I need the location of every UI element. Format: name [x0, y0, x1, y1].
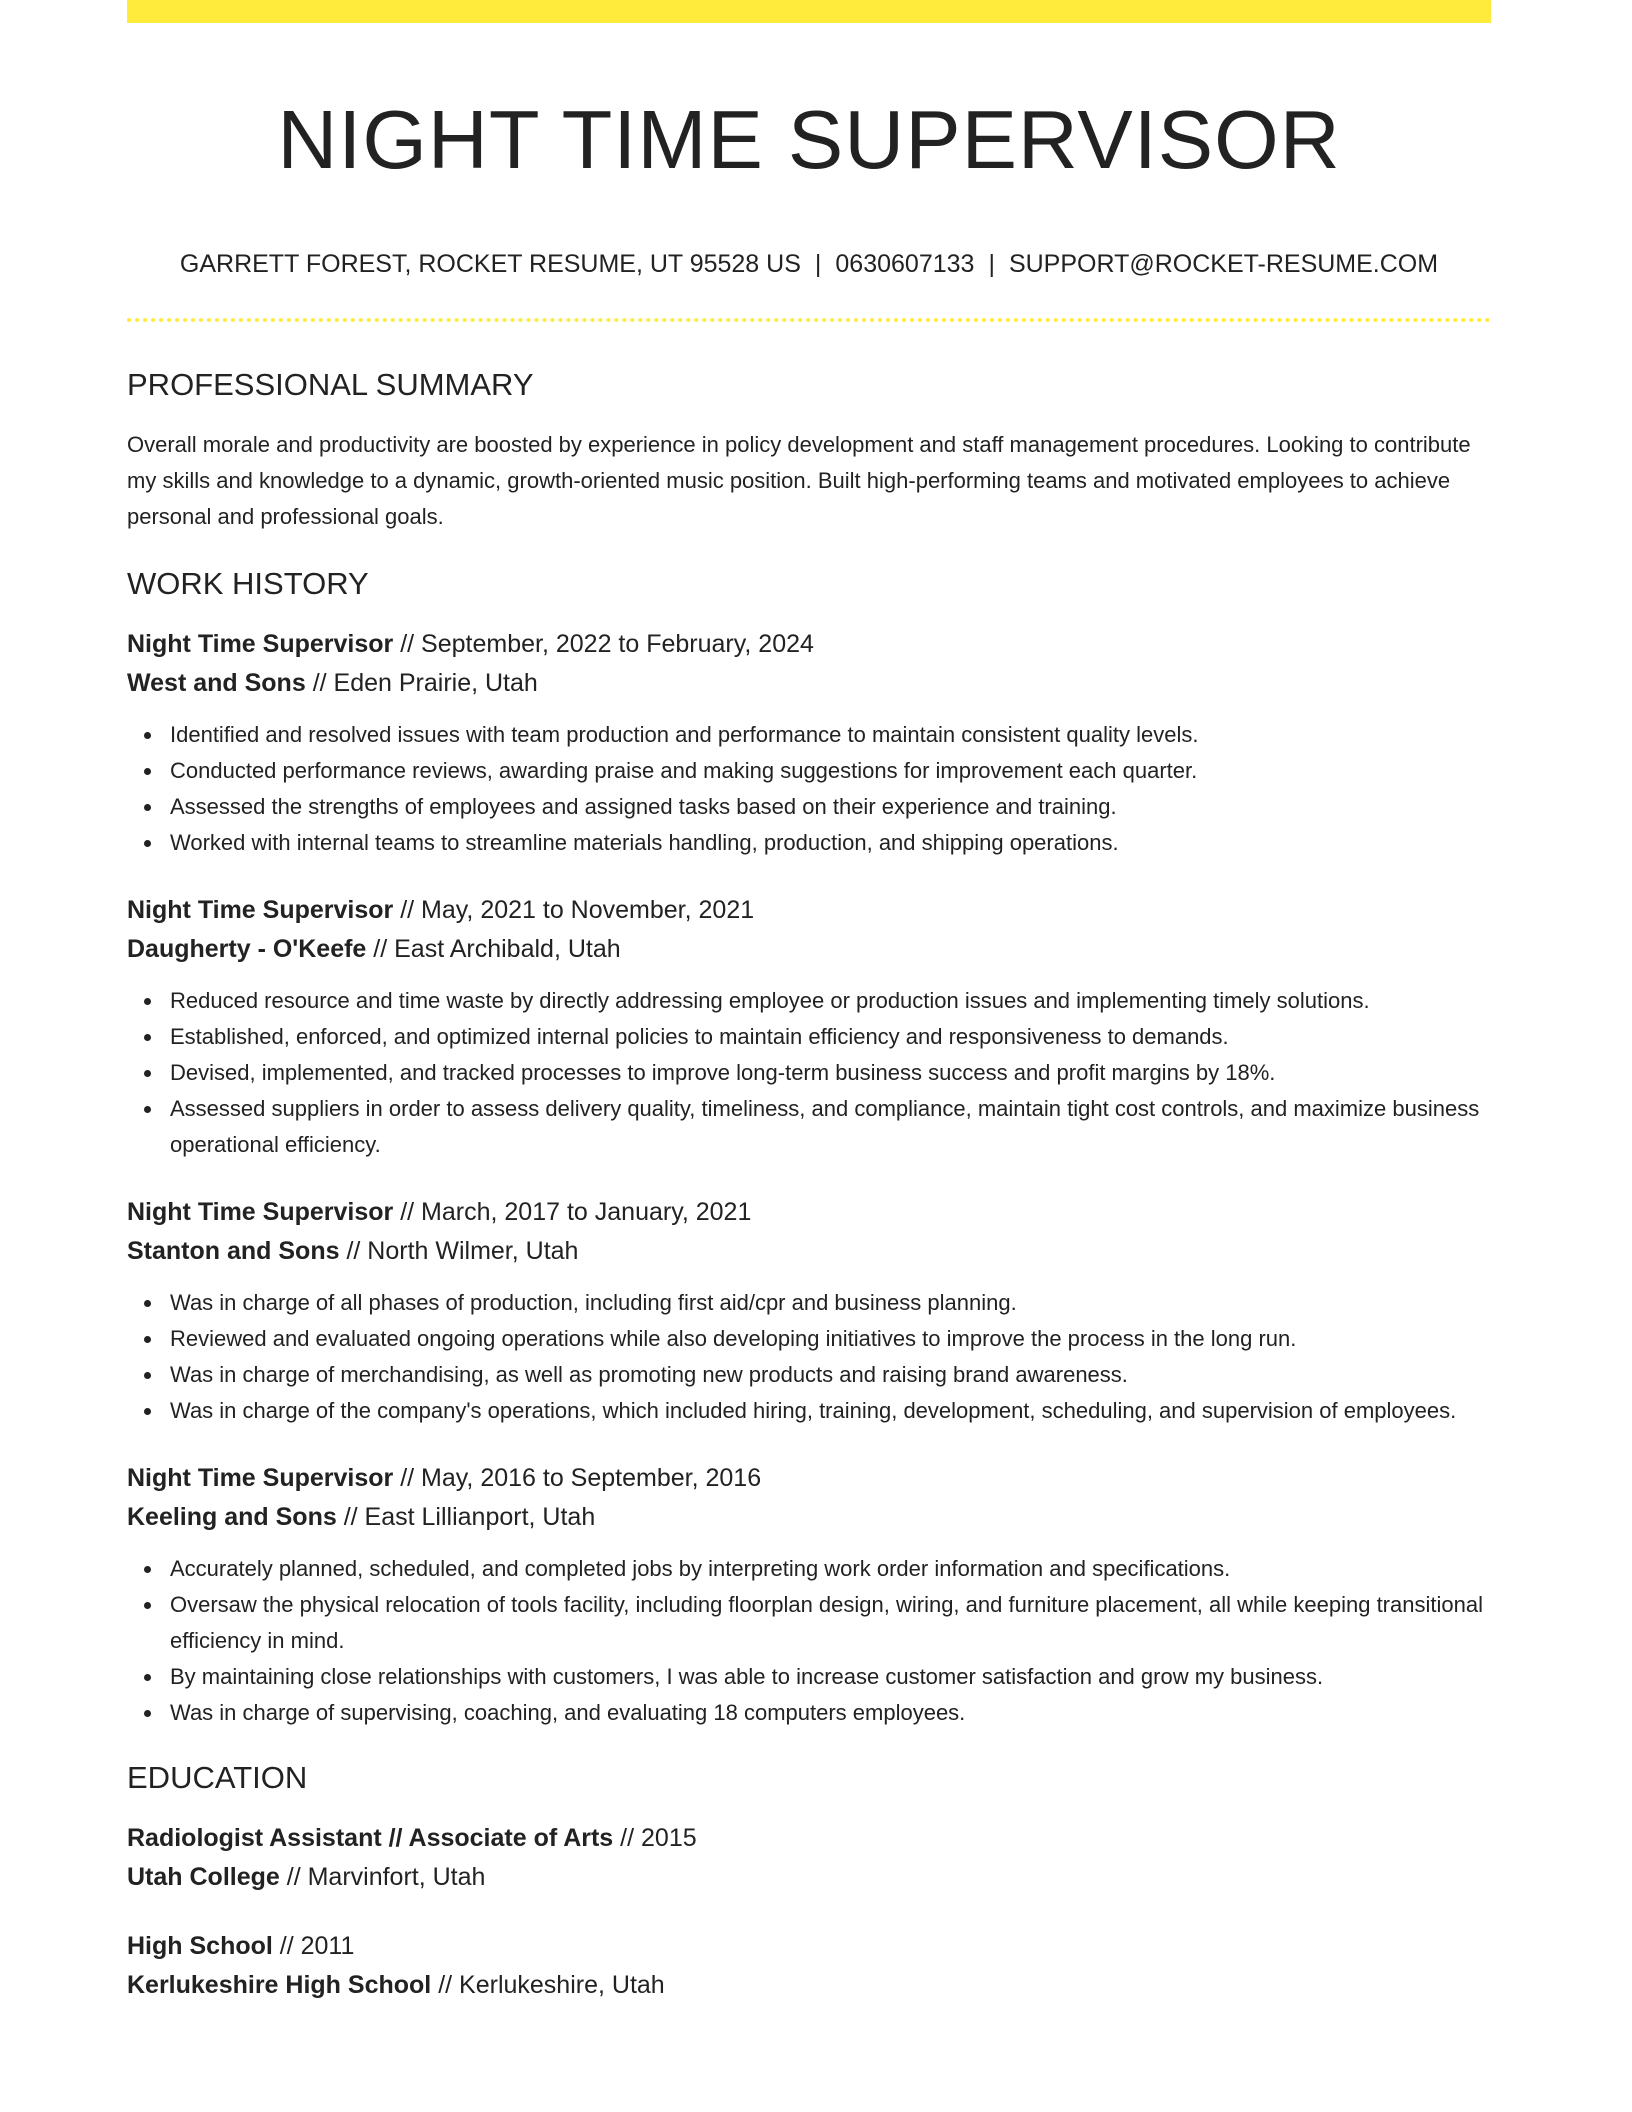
job-location: // Eden Prairie, Utah — [312, 669, 538, 697]
job-bullets — [127, 717, 1491, 861]
job-bullet-item: Was in charge of the company's operations, which included hiring, training, development, scheduling, and supervision of employees. — [170, 1393, 1491, 1429]
contact-phone: 0630607133 — [835, 250, 975, 278]
job-bullet-item: Devised, implemented, and tracked processes to improve long-term business success and profit margins by 18%. — [170, 1055, 1491, 1091]
education-year: // 2011 — [279, 1932, 355, 1960]
job-title: Night Time Supervisor — [127, 1464, 394, 1492]
job-company: Keeling and Sons — [127, 1503, 337, 1531]
job-bullet-item: Assessed suppliers in order to assess delivery quality, timeliness, and compliance, maintain tight cost controls, and maximize business operational efficiency. — [170, 1091, 1491, 1163]
education-location: // Marvinfort, Utah — [286, 1863, 486, 1891]
education-year: // 2015 — [620, 1824, 697, 1852]
education-degree: Radiologist Assistant // Associate of Arts — [127, 1824, 614, 1852]
education-school: Utah College — [127, 1863, 280, 1891]
job-title: Night Time Supervisor — [127, 630, 394, 658]
job-title-line — [127, 1193, 1491, 1232]
contact-email: SUPPORT@ROCKET-RESUME.COM — [1008, 250, 1439, 278]
education-degree-line — [127, 1819, 1491, 1858]
education-school-line — [127, 1858, 1491, 1897]
job-bullet-item: Was in charge of merchandising, as well as promoting new products and raising brand awareness. — [170, 1357, 1491, 1393]
job-title-line — [127, 891, 1491, 930]
job-bullet-item: Identified and resolved issues with team production and performance to maintain consistent quality levels. — [170, 717, 1491, 753]
job-bullet-item: Accurately planned, scheduled, and completed jobs by interpreting work order information and specifications. — [170, 1551, 1491, 1587]
job-entry — [127, 1193, 1491, 1429]
education-school: Kerlukeshire High School — [127, 1971, 432, 1999]
top-accent-bar — [127, 0, 1491, 23]
job-dates: // September, 2022 to February, 2024 — [400, 630, 814, 658]
job-bullet-item: Reduced resource and time waste by directly addressing employee or production issues and implementing timely solutions. — [170, 983, 1491, 1019]
resume-page — [127, 0, 1491, 2005]
summary-heading: PROFESSIONAL SUMMARY — [127, 367, 534, 402]
job-title: Night Time Supervisor — [127, 1198, 394, 1226]
education-degree-line — [127, 1927, 1491, 1966]
job-title-line — [127, 625, 1491, 664]
job-title-line — [127, 1459, 1491, 1498]
job-entry — [127, 891, 1491, 1163]
job-company-line — [127, 930, 1491, 969]
education-location: // Kerlukeshire, Utah — [438, 1971, 665, 1999]
education-heading: EDUCATION — [127, 1760, 308, 1795]
job-location: // North Wilmer, Utah — [346, 1237, 579, 1265]
job-bullet-item: Was in charge of all phases of production, including first aid/cpr and business planning. — [170, 1285, 1491, 1321]
summary-text: Overall morale and productivity are boosted by experience in policy development and staff management procedures. Looking to contribute my skills and knowledge to a dynamic, growth-oriented music position. Built high-performing teams and motivated employees to achieve personal and professional goals. — [127, 432, 1471, 529]
job-bullet-item: Reviewed and evaluated ongoing operations while also developing initiatives to improve the process in the long run. — [170, 1321, 1491, 1357]
job-company-line — [127, 1232, 1491, 1271]
job-dates: // May, 2021 to November, 2021 — [400, 896, 755, 924]
education-list — [127, 1819, 1491, 2005]
contact-address: GARRETT FOREST, ROCKET RESUME, UT 95528 US — [179, 250, 801, 278]
education-entry — [127, 1927, 1491, 2005]
job-title: Night Time Supervisor — [127, 896, 394, 924]
job-dates: // March, 2017 to January, 2021 — [400, 1198, 752, 1226]
job-company-line — [127, 664, 1491, 703]
job-bullet-item: Worked with internal teams to streamline materials handling, production, and shipping operations. — [170, 825, 1491, 861]
education-entry — [127, 1819, 1491, 1897]
work-history-heading: WORK HISTORY — [127, 566, 369, 601]
job-bullet-item: Oversaw the physical relocation of tools facility, including floorplan design, wiring, and furniture placement, all while keeping transitional efficiency in mind. — [170, 1587, 1491, 1659]
job-entry — [127, 625, 1491, 861]
job-company: Daugherty - O'Keefe — [127, 935, 367, 963]
job-location: // East Lillianport, Utah — [343, 1503, 596, 1531]
job-entry — [127, 1459, 1491, 1731]
job-bullet-item: Assessed the strengths of employees and assigned tasks based on their experience and training. — [170, 789, 1491, 825]
job-bullet-item: Was in charge of supervising, coaching, and evaluating 18 computers employees. — [170, 1695, 1491, 1731]
education-school-line — [127, 1966, 1491, 2005]
job-bullet-item: Conducted performance reviews, awarding praise and making suggestions for improvement each quarter. — [170, 753, 1491, 789]
job-bullets — [127, 983, 1491, 1163]
job-company-line — [127, 1498, 1491, 1537]
job-bullets — [127, 1285, 1491, 1429]
resume-title: NIGHT TIME SUPERVISOR — [277, 93, 1341, 186]
contact-separator: | — [814, 250, 822, 278]
job-dates: // May, 2016 to September, 2016 — [400, 1464, 762, 1492]
work-history-list — [127, 625, 1491, 1731]
job-company: Stanton and Sons — [127, 1237, 340, 1265]
contact-separator: | — [988, 250, 995, 278]
job-bullet-item: Established, enforced, and optimized internal policies to maintain efficiency and responsiveness to demands. — [170, 1019, 1491, 1055]
job-company: West and Sons — [127, 669, 306, 697]
job-location: // East Archibald, Utah — [373, 935, 621, 963]
dotted-divider — [127, 318, 1491, 322]
job-bullet-item: By maintaining close relationships with customers, I was able to increase customer satisfaction and grow my business. — [170, 1659, 1491, 1695]
contact-line — [127, 249, 1491, 279]
education-degree: High School — [127, 1932, 273, 1960]
job-bullets — [127, 1551, 1491, 1731]
